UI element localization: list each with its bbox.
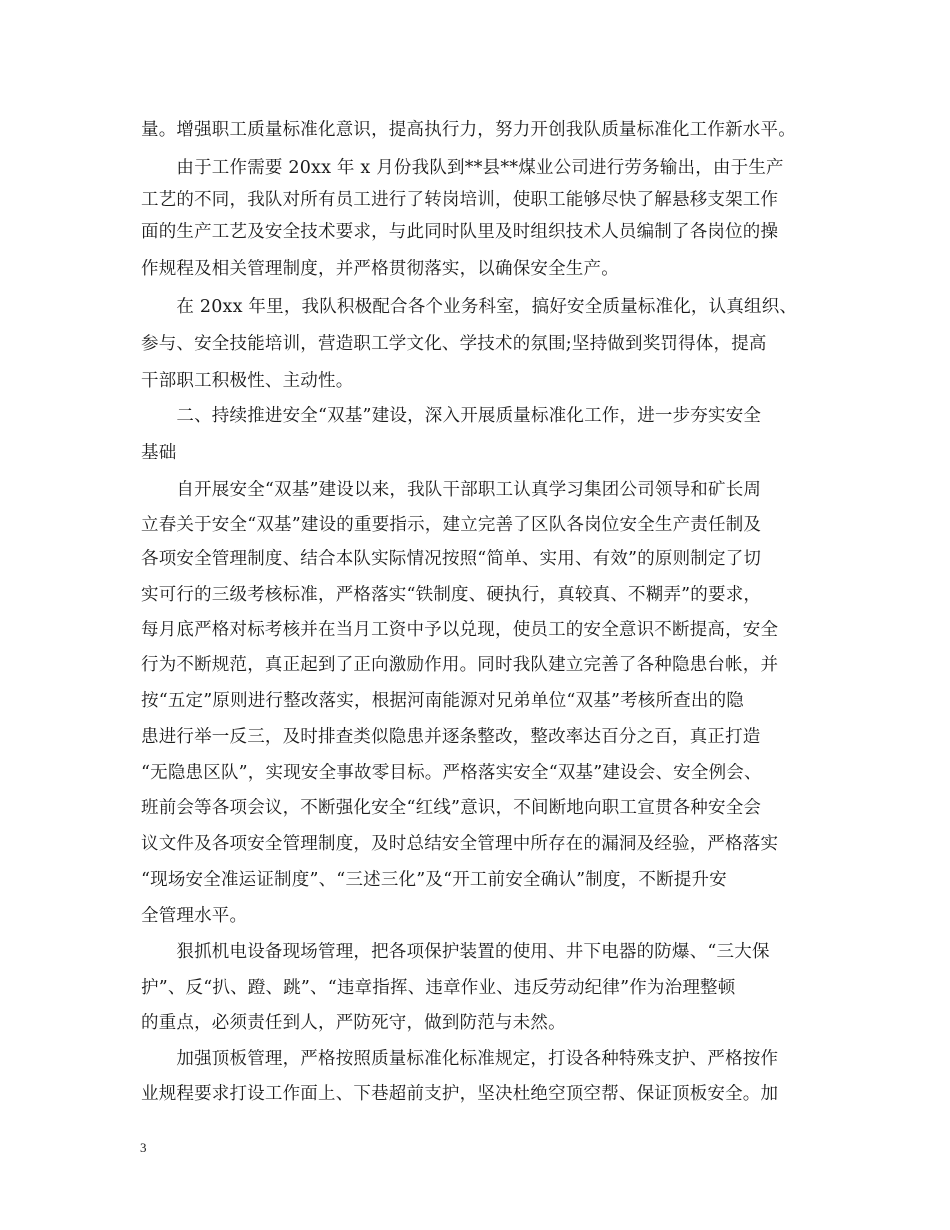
text-line: 自开展安全“双基”建设以来，我队干部职工认真学习集团公司领导和矿长周 — [141, 480, 762, 500]
text-line: “无隐患区队”，实现安全事故零目标。严格落实安全“双基”建设会、安全例会、 — [141, 763, 762, 783]
text-line: 护”、反“扒、蹬、跳”、“违章指挥、违章作业、违反劳动纪律”作为治理整顿 — [141, 978, 736, 998]
text-line: 实可行的三级考核标准，严格落实“铁制度、硬执行，真较真、不糊弄”的要求， — [141, 585, 762, 605]
text-line: 按“五定”原则进行整改落实，根据河南能源对兄弟单位“双基”考核所查出的隐 — [141, 691, 744, 711]
text-line: “现场安全准运证制度”、“三述三化”及“开工前安全确认”制度，不断提升安 — [141, 870, 727, 890]
text-line: 立春关于安全“双基”建设的重要指示，建立完善了区队各岗位安全生产责任制及 — [141, 515, 762, 535]
section-heading: 基础 — [141, 443, 177, 463]
text-line: 量。增强职工质量标准化意识，提高执行力，努力开创我队质量标准化工作新水平。 — [141, 120, 796, 140]
text-line: 面的生产工艺及安全技术要求，与此同时队里及时组织技术人员编制了各岗位的操 — [141, 222, 779, 242]
text-line: 行为不断规范，真正起到了正向激励作用。同时我队建立完善了各种隐患台帐，并 — [141, 655, 779, 675]
text-line: 每月底严格对标考核并在当月工资中予以兑现，使员工的安全意识不断提高，安全 — [141, 620, 779, 640]
text-line: 全管理水平。 — [141, 906, 248, 926]
text-line: 在 20xx 年里，我队积极配合各个业务科室，搞好安全质量标准化，认真组织、 — [141, 297, 798, 317]
text-line: 议文件及各项安全管理制度，及时总结安全管理中所存在的漏洞及经验，严格落实 — [141, 834, 779, 854]
page-number: 3 — [140, 1140, 147, 1155]
text-line: 参与、安全技能培训，营造职工学文化、学技术的氛围;坚持做到奖罚得体，提高 — [141, 334, 767, 354]
text-line: 各项安全管理制度、结合本队实际情况按照“简单、实用、有效”的原则制定了切 — [141, 549, 762, 569]
text-line: 作规程及相关管理制度，并严格贯彻落实，以确保安全生产。 — [141, 259, 619, 279]
text-line: 患进行举一反三，及时排查类似隐患并逐条整改，整改率达百分之百，真正打造 — [141, 727, 761, 747]
text-line: 干部职工积极性、主动性。 — [141, 371, 354, 391]
text-line: 班前会等各项会议，不断强化安全“红线”意识，不间断地向职工宣贯各种安全会 — [141, 798, 762, 818]
section-heading: 二、持续推进安全“双基”建设，深入开展质量标准化工作，进一步夯实安全 — [141, 406, 762, 426]
text-line: 工艺的不同，我队对所有员工进行了转岗培训，使职工能够尽快了解悬移支架工作 — [141, 190, 779, 210]
text-line: 狠抓机电设备现场管理，把各项保护装置的使用、井下电器的防爆、“三大保 — [141, 942, 770, 962]
text-line: 业规程要求打设工作面上、下巷超前支护，坚决杜绝空顶空帮、保证顶板安全。加 — [141, 1084, 779, 1104]
text-line: 由于工作需要 20xx 年 x 月份我队到**县**煤业公司进行劳务输出，由于生产 — [141, 158, 784, 178]
text-line: 加强顶板管理，严格按照质量标准化标准规定，打设各种特殊支护、严格按作 — [141, 1049, 779, 1069]
text-line: 的重点，必须责任到人，严防死守，做到防范与未然。 — [141, 1013, 566, 1033]
